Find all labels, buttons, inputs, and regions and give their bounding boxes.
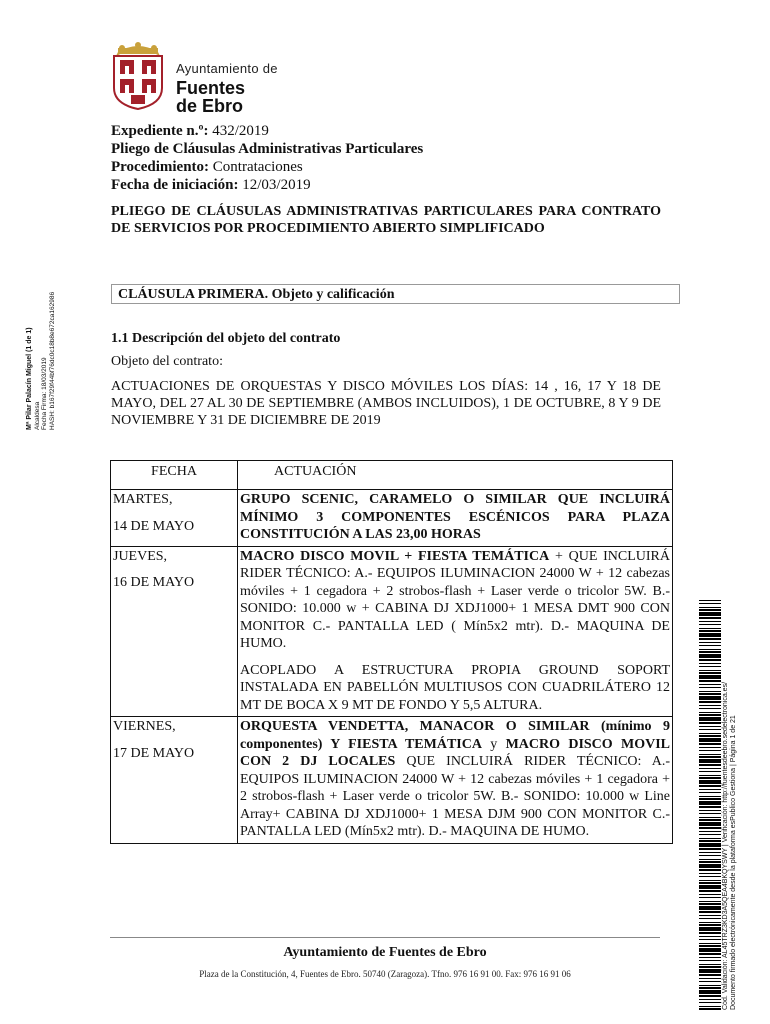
row-date: 17 DE MAYO <box>113 745 195 761</box>
fecha-label: Fecha de iniciación: <box>111 177 239 193</box>
signer-name: Mª Pilar Palacín Miguel (1 de 1) <box>26 327 33 430</box>
row-date: 14 DE MAYO <box>113 518 195 534</box>
header-actuacion: ACTUACIÓN <box>238 461 673 490</box>
header-fecha: FECHA <box>111 461 238 490</box>
clause-title: CLÁUSULA PRIMERA. Objeto y calificación <box>111 284 680 304</box>
row-actuacion: GRUPO SCENIC, CARAMELO O SIMILAR QUE INCLUIRÁ MÍNIMO 3 COMPONENTES ESCÉNICOS PARA PLAZA CONSTITUCIÓN A LAS 23,00 HORAS <box>238 490 673 547</box>
section-label: Objeto del contrato: <box>111 354 223 369</box>
row-actuacion-mid: y <box>481 736 506 752</box>
verification-platform: Documento firmado electrónicamente desde la plataforma esPublico Gestiona | Página 1 de 21 <box>730 715 737 1010</box>
verification-info <box>722 600 764 1010</box>
row-day: VIERNES, <box>113 719 176 734</box>
table-header-row <box>111 461 673 490</box>
table-row <box>111 717 673 844</box>
performances-table <box>110 460 673 844</box>
expediente-value: 432/2019 <box>212 123 269 139</box>
logo-line-1: Ayuntamiento de <box>176 61 278 76</box>
footer-title: Ayuntamiento de Fuentes de Ebro <box>283 945 487 960</box>
row-actuacion-bold: ORQUESTA VENDETTA, MANACOR O SIMILAR (mínimo 9 componentes) Y FIESTA TEMÁTICA <box>240 719 670 752</box>
signature-stamp <box>26 190 56 430</box>
row-actuacion-text: QUE INCLUIRÁ RIDER TÉCNICO: A.- EQUIPOS ILUMINACION 24000 W + 12 cabezas móviles + 1 cegadora + 2 strobos-flash + Laser verde o tricolor 5W. B.- SONIDO: 10.000 w Line Array+ CABINA DJ XDJ1000+ 1 MESA DJM 900 CON MONITOR C.- PANTALLA LED (Mín5x2 mtr). D.- MAQUINA DE HUMO. <box>240 754 670 839</box>
section-body: ACTUACIONES DE ORQUESTAS Y DISCO MÓVILES LOS DÍAS: 14 , 16, 17 Y 18 DE MAYO, DEL 27 AL 30 DE SEPTIEMBRE (AMBOS INCLUIDOS), 1 DE OCTUBRE, 8 Y 9 DE NOVIEMBRE Y 31 DE DICIEMBRE DE 2019 <box>111 379 661 428</box>
row-actuacion-bold-2: MACRO DISCO MOVIL CON 2 DJ LOCALES <box>240 736 670 769</box>
barcode-icon <box>699 600 721 1010</box>
document-type: Pliego de Cláusulas Administrativas Particulares <box>111 141 424 157</box>
expediente-label: Expediente n.º: <box>111 123 209 139</box>
document-metadata <box>111 122 671 194</box>
table-row <box>111 490 673 547</box>
signature-hash: HASH: b167f29f44bf76dc0c18b8e672ca162986 <box>48 291 56 430</box>
procedimiento-label: Procedimiento: <box>111 159 210 175</box>
fecha-value: 12/03/2019 <box>242 177 311 193</box>
section-title: 1.1 Descripción del objeto del contrato <box>111 331 341 346</box>
signer-role: Alcaldesa <box>33 401 41 430</box>
main-title: PLIEGO DE CLÁUSULAS ADMINISTRATIVAS PARTICULARES PARA CONTRATO DE SERVICIOS POR PROCEDIMIENTO ABIERTO SIMPLIFICADO <box>111 204 661 236</box>
footer-address: Plaza de la Constitución, 4, Fuentes de Ebro. 50740 (Zaragoza). Tfno. 976 16 91 00. Fax: 976 16 91 06 <box>199 969 571 979</box>
row-day: MARTES, <box>113 492 173 507</box>
row-actuacion-note: ACOPLADO A ESTRUCTURA PROPIA GROUND SOPORT INSTALADA EN PABELLÓN MULTIUSOS CON CUADRILÁTERO 12 MT DE BOCA X 9 MT DE FONDO Y 5,5 ALTURA. <box>240 662 670 713</box>
row-day: JUEVES, <box>113 548 168 564</box>
table-row <box>111 546 673 717</box>
signature-date: Fecha Firma: 18/03/2019 <box>41 357 48 430</box>
row-date: 16 DE MAYO <box>113 575 195 590</box>
verification-code: Cód. Validación: AL45TRZ3KD3A5QEA4BKQYSWY | Verificación: http://fuentesdeebro.sedelectronica.es/ <box>722 681 729 1010</box>
logo-line-2: Fuentes <box>176 78 246 98</box>
coat-of-arms-icon <box>110 42 166 110</box>
row-actuacion-bold: MACRO DISCO MOVIL + FIESTA TEMÁTICA <box>240 548 550 564</box>
footer-divider <box>110 937 660 938</box>
procedimiento-value: Contrataciones <box>212 159 303 175</box>
logo-line-3: de Ebro <box>176 96 244 116</box>
municipal-logo <box>108 42 278 116</box>
row-actuacion-text: + QUE INCLUIRÁ RIDER TÉCNICO: A.- EQUIPOS ILUMINACION 24000 W + 12 cabezas móviles + 1 cegadora + 2 strobos-flash + Laser verde o tricolor 5W. B.- SONIDO: 10.000 w + CABINA DJ XDJ1000+ 1 MESA DMT 900 CON MONITOR C.- PANTALLA LED ( Mín5x2 mtr). D.- MAQUINA DE HUMO. <box>240 548 670 651</box>
